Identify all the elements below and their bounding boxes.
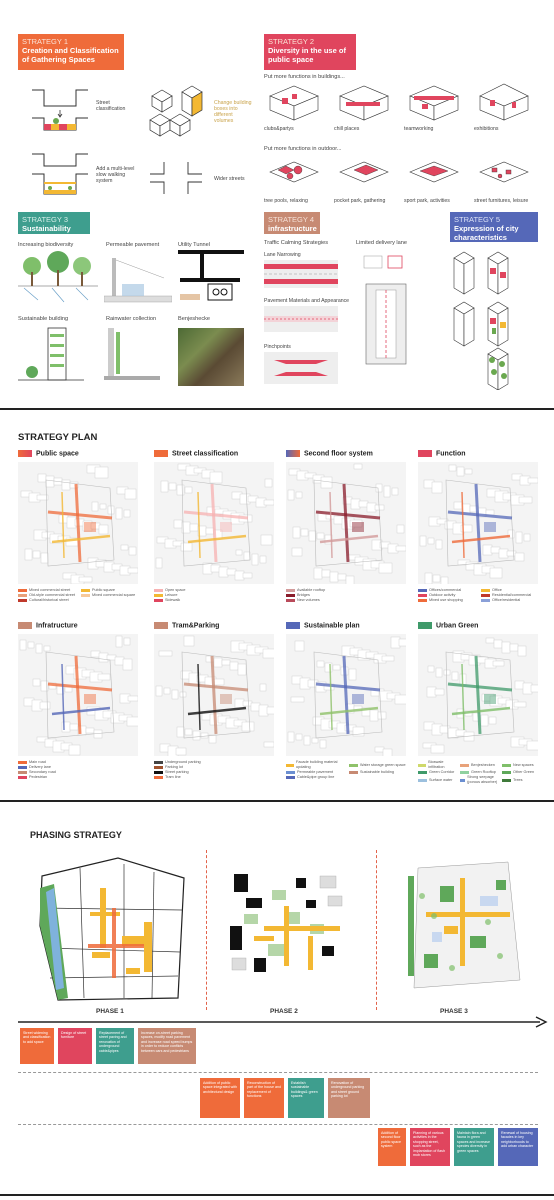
legend-item [502, 760, 542, 770]
legend-item [481, 598, 542, 603]
plan-card-map [286, 462, 406, 584]
strategy-5-title: Expression of city characteristics [454, 224, 519, 242]
pinchpoints-drawing [264, 352, 338, 384]
legend-label: Outdoor activity [429, 593, 456, 597]
outdoor-label-1: tree pools, relaxing [264, 198, 308, 204]
sheet-divider-1 [0, 408, 554, 410]
plan-card-legend [418, 760, 542, 785]
legend-label: Tram line [165, 775, 181, 779]
lane-narrowing-label: Lane Narrowing [264, 252, 301, 258]
legend-swatch [349, 771, 358, 774]
legend-label: Bioswale infiltration [428, 760, 445, 769]
legend-swatch [349, 764, 358, 767]
legend-swatch [418, 771, 427, 774]
plan-card-title-text: Street classification [172, 450, 239, 458]
phase2-action-4: Renovation of underground parking and street ground parking lot [328, 1078, 370, 1118]
outdoor-intro: Put more functions in outdoor... [264, 146, 342, 152]
legend-label: Facade building material updating [296, 760, 338, 769]
plan-card-swatch [286, 450, 300, 457]
legend-label: Benjeshecken [471, 762, 495, 767]
legend-item [418, 598, 479, 603]
permeable-drawing [104, 250, 172, 306]
legend-label: Permeable pavement [297, 770, 334, 774]
legend-item [460, 775, 500, 785]
plan-card-map [418, 462, 538, 584]
legend-label: Offices/commercial [429, 588, 462, 592]
legend-swatch [286, 589, 295, 592]
plan-card-swatch [286, 622, 300, 629]
strategy-4-title: infrastructure [268, 224, 317, 233]
legend-label: Open space [165, 588, 186, 592]
legend-swatch [286, 594, 295, 597]
building-label-1: clubs&partys [264, 126, 294, 132]
permeable-label: Permeable pavement [106, 242, 160, 248]
buildings-intro: Put more functions in buildings... [264, 74, 345, 80]
legend-swatch [502, 779, 511, 782]
phase-3-map [404, 856, 526, 996]
phase-2-map [224, 866, 354, 986]
phase1-action-2: Design of street furniture [58, 1028, 92, 1064]
legend-item [286, 760, 347, 770]
legend-label: Public square [92, 588, 116, 592]
phase-row-3-line [18, 1124, 538, 1125]
delivery-lane-drawing [362, 254, 410, 366]
plan-card-title-text: Urban Green [436, 622, 479, 630]
legend-swatch [18, 761, 27, 764]
legend-swatch [460, 771, 469, 774]
multi-level-label: Add a multi-level slow walking system [96, 166, 135, 184]
phase2-action-1: Addition of public space integrated with architectural design [200, 1078, 240, 1118]
strategy-4-header [264, 212, 320, 234]
plan-card-legend [154, 760, 278, 780]
phase-divider-2 [376, 850, 377, 1010]
outdoor-label-3: sport park, activities [404, 198, 450, 204]
street-section-diagram [30, 84, 90, 134]
plan-card-map [286, 634, 406, 756]
utility-label: Utility Tunnel [178, 242, 211, 248]
legend-label: Office/residential [492, 598, 521, 602]
legend-label: Office [492, 588, 502, 592]
legend-label: Mixed commercial square [92, 593, 136, 597]
plan-card-map [18, 462, 138, 584]
building-volume-diagram [146, 84, 212, 140]
plan-card-map [154, 634, 274, 756]
plan-card-swatch [418, 450, 432, 457]
legend-label: Bridges [297, 593, 310, 597]
legend-label: Green Corridor [429, 770, 455, 774]
phase3-action-2: Planning of various activities in the shopping street, such as the implantation of flash mob stores [410, 1128, 450, 1166]
plan-card-swatch [154, 450, 168, 457]
legend-item [18, 775, 142, 780]
plan-card-title [418, 450, 466, 457]
legend-swatch [154, 594, 163, 597]
street-classification-label: Street classification [96, 100, 126, 112]
legend-label: Street parking [165, 770, 189, 774]
legend-label: Strong seepage (porous absorber) [467, 775, 498, 784]
sustainable-building-drawing [18, 326, 84, 386]
legend-label: Pedestrian [29, 775, 48, 779]
plan-card-swatch [18, 622, 32, 629]
legend-swatch [418, 589, 427, 592]
benjeshecke-photo [178, 328, 244, 386]
legend-item [18, 598, 79, 603]
building-label-3: teamworking [404, 126, 434, 132]
legend-item [154, 598, 278, 603]
legend-swatch [418, 594, 427, 597]
legend-label: Underground parking [165, 760, 201, 764]
legend-swatch [481, 589, 490, 592]
pinchpoints-label: Pinchpoints [264, 344, 291, 350]
plan-card-title [18, 622, 78, 629]
phase3-action-1: Addition of second floor public space system [378, 1128, 406, 1166]
legend-swatch [481, 599, 490, 602]
plan-card-title [18, 450, 79, 457]
legend-swatch [81, 589, 90, 592]
plan-card-legend [18, 760, 142, 780]
legend-label: Delivery lane [29, 765, 51, 769]
plan-card-title-text: Second floor system [304, 450, 373, 458]
rainwater-label: Rainwater collection [106, 316, 157, 322]
legend-swatch [18, 599, 27, 602]
legend-swatch [418, 599, 427, 602]
plan-card-title-text: Sustainable plan [304, 622, 360, 630]
legend-item [418, 760, 458, 770]
legend-item [349, 770, 410, 775]
legend-swatch [502, 771, 511, 774]
legend-label: Sustainable building [360, 770, 394, 774]
phase-divider-1 [206, 850, 207, 1010]
plan-card-title [286, 450, 373, 457]
strategy-2-title: Diversity in the use of public space [268, 46, 346, 64]
phase3-action-3: Maintain flora and fauna in green spaces and increase species diversity in green spaces [454, 1128, 494, 1166]
legend-swatch [154, 771, 163, 774]
building-label-4: exhibitions [474, 126, 499, 132]
city-character-towers [448, 248, 538, 390]
legend-label: New volumes [297, 598, 320, 602]
legend-label: Main road [29, 760, 46, 764]
legend-label: Mixed commercial street [29, 588, 71, 592]
legend-swatch [154, 761, 163, 764]
plan-card-title-text: Public space [36, 450, 79, 458]
legend-swatch [502, 764, 511, 767]
phase-row-2-line [18, 1072, 538, 1073]
plan-card-legend [286, 760, 410, 780]
multi-level-diagram [30, 150, 90, 198]
legend-swatch [418, 779, 427, 782]
legend-item [286, 775, 347, 780]
outdoor-function-isos [262, 156, 542, 196]
legend-swatch [18, 766, 27, 769]
phase-3-label: PHASE 3 [440, 1008, 468, 1015]
sustainable-building-label: Sustainable building [18, 316, 69, 322]
legend-swatch [18, 589, 27, 592]
legend-label: Water storage green space [360, 762, 406, 767]
legend-swatch [286, 599, 295, 602]
legend-label: Cultural/historical street [29, 598, 69, 602]
legend-swatch [18, 776, 27, 779]
strategy-1-number: STRATEGY 1 [22, 37, 68, 46]
change-building-label: Change building boxes into different volumes [214, 100, 252, 124]
plan-card-map [18, 634, 138, 756]
legend-label: Other Green [513, 770, 535, 774]
legend-label: New spaces [513, 762, 534, 767]
timeline-arrow [18, 1016, 550, 1028]
legend-label: Surface water [429, 777, 453, 782]
legend-item [81, 593, 142, 598]
plan-card-legend [418, 588, 542, 603]
legend-label: Old-style commercial street [29, 593, 75, 597]
building-function-isos [262, 82, 542, 124]
biodiversity-drawing [18, 250, 98, 304]
legend-swatch [286, 776, 295, 779]
legend-swatch [154, 599, 163, 602]
strategies-sheet [0, 0, 554, 400]
pavement-drawing [264, 306, 338, 332]
legend-swatch [481, 594, 490, 597]
plan-card-legend [286, 588, 410, 603]
plan-card-swatch [154, 622, 168, 629]
pavement-label: Pavement Materials and Appearance [264, 298, 350, 304]
plan-card-title [154, 450, 238, 457]
building-label-2: chill places [334, 126, 360, 132]
strategy-5-header [450, 212, 538, 242]
legend-swatch [154, 766, 163, 769]
lane-narrowing-drawing [264, 260, 338, 288]
legend-label: Cable&pipe group line [297, 775, 335, 779]
benjeshecke-label: Benjeshecke [178, 316, 211, 322]
phase1-action-4: Increase on-street parking spaces, modify road pavement and increase road speed bumps in order to reduce conflicts between cars and pedestrians [138, 1028, 196, 1064]
legend-label: Secondary road [29, 770, 56, 774]
legend-label: Parking lot [165, 765, 183, 769]
phase3-action-4: Renewal of housing facades in key neighborhoods to add urban character [498, 1128, 538, 1166]
phase-1-map [32, 848, 190, 1008]
legend-item [418, 775, 458, 785]
legend-swatch [418, 764, 426, 767]
legend-label: Available rooftop [297, 588, 326, 592]
legend-item [154, 775, 278, 780]
phase-2-label: PHASE 2 [270, 1008, 298, 1015]
plan-card-legend [154, 588, 278, 603]
legend-label: Leisure [165, 593, 178, 597]
plan-card-title-text: Infratructure [36, 622, 78, 630]
phase1-action-3: Replacement of street paving and renovation of underground cable&pipes [96, 1028, 134, 1064]
legend-swatch [154, 776, 163, 779]
legend-label: Green Rooftop [471, 770, 496, 774]
legend-label: Mixed use shopping [429, 598, 463, 602]
strategy-4-number: STRATEGY 4 [268, 215, 314, 224]
traffic-calming-label: Traffic Calming Strategies [264, 240, 329, 246]
outdoor-label-2: pocket park, gathering [334, 198, 386, 204]
phasing-heading: PHASING STRATEGY [30, 830, 122, 840]
phase-1-label: PHASE 1 [96, 1008, 124, 1015]
legend-item [286, 598, 410, 603]
plan-card-swatch [18, 450, 32, 457]
strategy-3-header [18, 212, 90, 234]
sheet-divider-2 [0, 800, 554, 802]
strategy-3-title: Sustainability [22, 224, 71, 233]
strategy-5-number: STRATEGY 5 [454, 215, 500, 224]
legend-label: Trees [513, 777, 523, 782]
legend-item [502, 775, 542, 785]
strategy-1-header [18, 34, 124, 70]
legend-swatch [18, 594, 27, 597]
phase2-action-2: Reconstruction of part of the house and replacement of functions [244, 1078, 284, 1118]
legend-item [460, 760, 500, 770]
strategy-plan-heading: STRATEGY PLAN [18, 432, 98, 443]
utility-drawing [178, 250, 244, 306]
plan-card-title [286, 622, 360, 629]
legend-label: Sidewalk [165, 598, 181, 602]
plan-card-title-text: Tram&Parking [172, 622, 220, 630]
plan-card-legend [18, 588, 142, 603]
wider-streets-label: Wider streets [214, 176, 245, 182]
legend-swatch [286, 764, 294, 767]
sheet-divider-3 [0, 1194, 554, 1196]
legend-swatch [460, 764, 469, 767]
legend-label: Residential/commercial [492, 593, 532, 597]
phase1-action-1: Street widening and classification to add space [20, 1028, 54, 1064]
wider-streets-diagram [146, 160, 206, 196]
legend-swatch [286, 771, 295, 774]
plan-card-map [154, 462, 274, 584]
biodiversity-label: Increasing biodiversity [18, 242, 74, 248]
strategy-2-header [264, 34, 356, 70]
plan-card-title [418, 622, 478, 629]
legend-item [349, 760, 410, 770]
legend-swatch [460, 779, 465, 782]
strategy-2-number: STRATEGY 2 [268, 37, 314, 46]
plan-card-title-text: Function [436, 450, 466, 458]
plan-card-swatch [418, 622, 432, 629]
legend-swatch [154, 589, 163, 592]
plan-card-map [418, 634, 538, 756]
legend-swatch [18, 771, 27, 774]
phase2-action-3: Establish sustainable buildings& green spaces [288, 1078, 324, 1118]
strategy-1-title: Creation and Classification of Gathering Spaces [22, 46, 119, 64]
delivery-lane-label: Limited delivery lane [356, 240, 407, 246]
outdoor-label-4: street furnitures, leisure [474, 198, 529, 204]
rainwater-drawing [104, 326, 160, 382]
legend-swatch [81, 594, 90, 597]
plan-card-title [154, 622, 219, 629]
strategy-3-number: STRATEGY 3 [22, 215, 68, 224]
